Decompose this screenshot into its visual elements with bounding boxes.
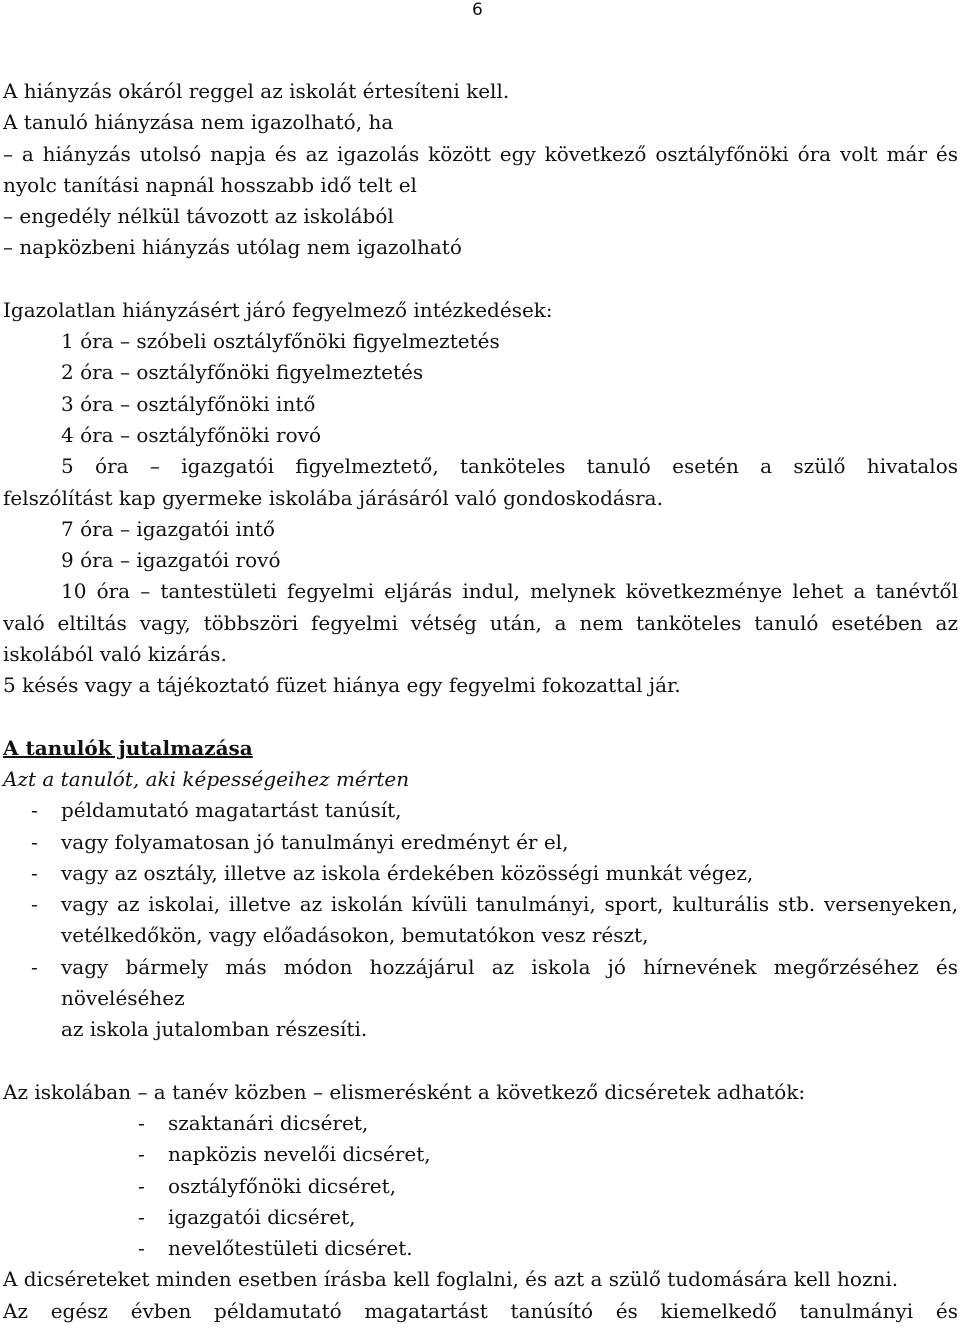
paragraph-line: A hiányzás okáról reggel az iskolát értesíteni kell. xyxy=(3,79,510,103)
section-intro: Az iskolában – a tanév közben – elismerésként a következő dicséretek adhatók: xyxy=(3,1079,806,1104)
paragraph-line: A tanuló hiányzása nem igazolható, ha xyxy=(3,110,394,135)
section-intro: Azt a tanulót, aki képességeihez mérten xyxy=(3,766,410,791)
list-item: - vagy az iskolai, illetve az iskolán kívüli tanulmányi, sport, kulturális stb. versenyeken, vetélkedőkön, vagy előadásokon, bemutatókon vesz részt, xyxy=(31,892,958,948)
disciplinary-measures xyxy=(3,295,958,702)
list-item: - vagy az osztály, illetve az iskola érdekében közösségi munkát végez, xyxy=(31,860,754,885)
list-item: 1 óra – szóbeli osztályfőnöki figyelmeztetés xyxy=(61,329,500,354)
paragraph-line: A dicséreteket minden esetben írásba kell foglalni, és azt a szülő tudomására kell hozni. xyxy=(3,1267,899,1292)
paragraph-line: Az egész évben példamutató magatartást tanúsító és kiemelkedő tanulmányi és xyxy=(3,1298,958,1323)
paragraph-line: – a hiányzás utolsó napja és az igazolás között egy következő osztályfőnöki óra volt már és nyolc tanítási napnál hosszabb idő telt el xyxy=(3,141,958,197)
list-item: - vagy folyamatosan jó tanulmányi eredményt ér el, xyxy=(31,829,569,854)
list-item: 9 óra – igazgatói rovó xyxy=(61,548,281,573)
list-item: - szaktanári dicséret, xyxy=(138,1110,369,1135)
section-heading: A tanulók jutalmazása xyxy=(3,735,253,760)
list-item: 5 óra – igazgatói figyelmeztető, tanköteles tanuló esetén a szülő hivatalos xyxy=(61,454,958,479)
list-item: 10 óra – tantestületi fegyelmi eljárás indul, melynek következménye lehet a tanévtől való eltiltás vagy, többszöri fegyelmi vétség után, a nem tanköteles tanuló esetében az iskolából való kizárás. xyxy=(3,579,958,667)
praise-section xyxy=(3,1077,958,1327)
list-item: - napközis nevelői dicséret, xyxy=(138,1142,431,1167)
list-item: - példamutató magatartást tanúsít, xyxy=(31,798,402,823)
list-item: - nevelőtestületi dicséret. xyxy=(138,1236,413,1261)
list-item: 2 óra – osztályfőnöki figyelmeztetés xyxy=(61,360,424,385)
list-item: - osztályfőnöki dicséret, xyxy=(138,1173,397,1198)
list-item: 3 óra – osztályfőnöki intő xyxy=(61,391,316,416)
list-item: 7 óra – igazgatói intő xyxy=(61,516,275,541)
closing-line: az iskola jutalomban részesíti. xyxy=(61,1017,368,1042)
absence-rules xyxy=(3,76,958,264)
paragraph-line: – engedély nélkül távozott az iskolából xyxy=(3,204,394,229)
paragraph-line: – napközbeni hiányzás utólag nem igazolható xyxy=(3,235,462,260)
page-number: 6 xyxy=(472,0,483,20)
list-item: - igazgatói dicséret, xyxy=(138,1204,356,1229)
document-body xyxy=(3,76,958,1327)
list-item-continuation: felszólítást kap gyermeke iskolába járásáról való gondoskodásra. xyxy=(3,485,663,510)
list-item: 4 óra – osztályfőnöki rovó xyxy=(61,422,321,447)
late-note: 5 késés vagy a tájékoztató füzet hiánya egy fegyelmi fokozattal jár. xyxy=(3,673,681,698)
rewards-section xyxy=(3,733,958,1046)
section-title: Igazolatlan hiányzásért járó fegyelmező intézkedések: xyxy=(3,297,553,322)
list-item: - vagy bármely más módon hozzájárul az iskola jó hírnevének megőrzéséhez és növeléséhez xyxy=(31,954,958,1011)
